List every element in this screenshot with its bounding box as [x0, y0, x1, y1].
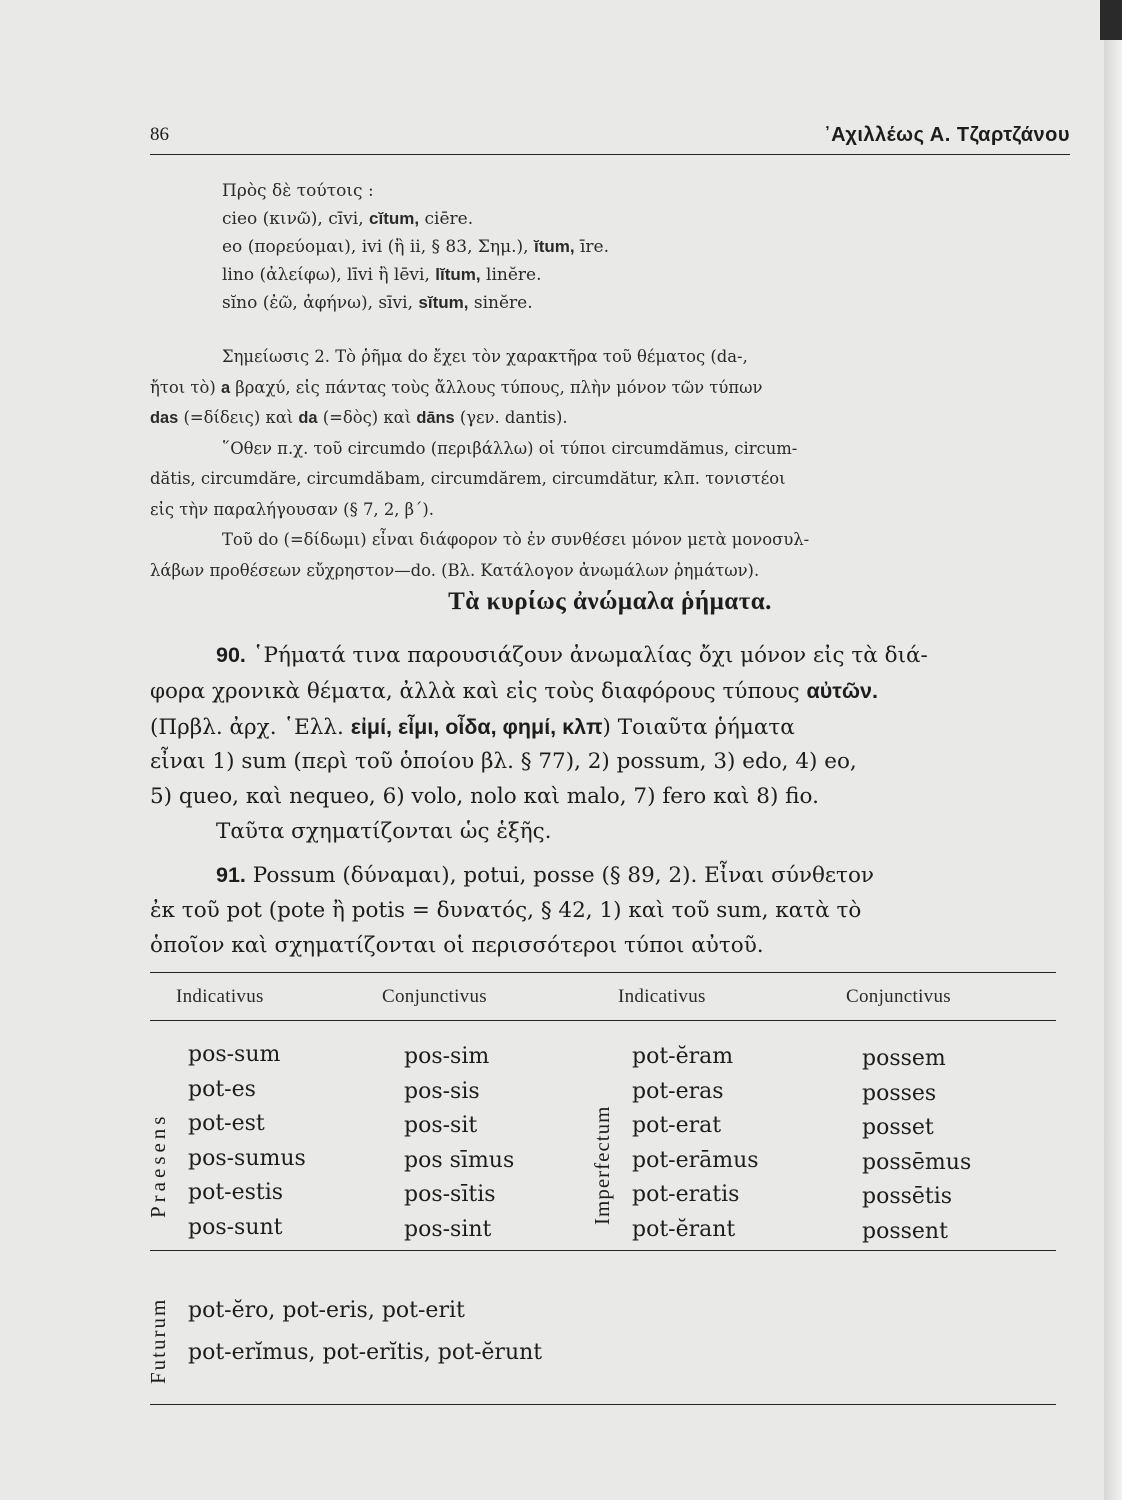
intro-line: cieo (κινῶ), cīvi, cĭtum, ciēre. — [222, 209, 474, 229]
para-line: 90. ῾Ρήματά τινα παρουσιάζουν ἀνωμαλίας ὄχι μόνον εἰς τὰ διά- — [216, 643, 928, 668]
form: pos-sit — [404, 1113, 478, 1138]
imperfectum-label: Imperfectum — [590, 1105, 614, 1225]
para-line: 5) queo, καὶ nequeo, 6) volo, nolo καὶ malo, 7) fero καὶ 8) fio. — [150, 784, 819, 810]
note-line: εἰς τὴν παραλήγουσαν (§ 7, 2, β΄). — [150, 499, 434, 519]
para-line: ὁποῖον καὶ σχηματίζονται οἱ περισσότεροι τύποι αὐτοῦ. — [150, 932, 764, 958]
form: pot-ĕram — [632, 1044, 734, 1069]
header-conjunctivus: Conjunctivus — [846, 986, 951, 1007]
form: possēmus — [862, 1149, 972, 1175]
form: pot-ĕrant — [632, 1216, 736, 1242]
form: pos-sunt — [188, 1214, 283, 1240]
form: possent — [862, 1218, 948, 1244]
header-indicativus: Indicativus — [618, 986, 706, 1007]
intro-line: lino (ἀλείφω), līvi ἢ lēvi, lĭtum, linĕre. — [222, 265, 542, 285]
para-line: εἶναι 1) sum (περὶ τοῦ ὁποίου βλ. § 77), 2) possum, 3) edo, 4) eo, — [150, 749, 857, 775]
note-line: dătis, circumdăre, circumdăbam, circumdărem, circumdătur, κλπ. τονιστέοι — [150, 469, 786, 488]
futurum-forms — [188, 1290, 542, 1374]
form: pos-sim — [404, 1044, 490, 1069]
scan-corner — [1100, 0, 1122, 40]
futurum-label: Futurum — [146, 1297, 170, 1384]
form: pos-sis — [404, 1078, 480, 1104]
form: pos-sumus — [188, 1145, 306, 1171]
form: pot-eratis — [632, 1182, 740, 1207]
table-header-rule — [150, 1020, 1056, 1021]
note-line: Τοῦ do (=δίδωμι) εἶναι διάφορον τὸ ἐν συνθέσει μόνον μετὰ μονοσυλ- — [222, 530, 810, 549]
form: pot-ĕro, pot-eris, pot-erit — [188, 1298, 465, 1323]
intro-label: Πρὸς δὲ τούτοις : — [222, 181, 374, 201]
note-block — [150, 342, 809, 586]
form: pot-est — [188, 1111, 265, 1136]
paragraph-91 — [150, 858, 874, 963]
praesens-conjunctivus — [404, 1040, 514, 1247]
note-line: λάβων προθέσεων εὔχρηστον—do. (Βλ. Κατάλογον ἀνωμάλων ῥημάτων). — [150, 560, 760, 580]
form: pos-sint — [404, 1216, 492, 1242]
para-line: φορα χρονικὰ θέματα, ἀλλὰ καὶ εἰς τοὺς διαφόρους τύπους αὐτῶν. — [150, 678, 878, 704]
table-mid-rule — [150, 1250, 1056, 1251]
page-number: 86 — [150, 124, 169, 145]
paragraph-90 — [150, 638, 928, 850]
imperfectum-indicativus — [632, 1040, 759, 1247]
form: pos-sum — [188, 1042, 281, 1067]
note-line: ἤτοι τὸ) a βραχύ, εἰς πάντας τοὺς ἄλλους τύπους, πλὴν μόνον τῶν τύπων — [150, 377, 763, 397]
page-edge — [1104, 0, 1122, 1500]
intro-line: eo (πορεύομαι), ivi (ἢ ii, § 83, Σημ.), ĭtum, īre. — [222, 237, 610, 257]
para-line: 91. Possum (δύναμαι), potui, posse (§ 89, 2). Εἶναι σύνθετον — [216, 863, 874, 888]
intro-block — [222, 178, 609, 317]
intro-line: sĭno (ἐῶ, ἀφήνω), sīvi, sĭtum, sinĕre. — [222, 293, 533, 313]
form: pot-erĭmus, pot-erĭtis, pot-ĕrunt — [188, 1340, 543, 1365]
form: pos-sītis — [404, 1182, 496, 1207]
form: pot-estis — [188, 1180, 284, 1205]
para-line: ἐκ τοῦ pot (pote ἢ potis = δυνατός, § 42, 1) καὶ τοῦ sum, κατὰ τὸ — [150, 897, 862, 923]
para-line: (Πρβλ. ἀρχ. ῾Ελλ. εἰμί, εἶμι, οἶδα, φημί, κλπ) Τοιαῦτα ῥήματα — [150, 714, 795, 740]
form: pot-eras — [632, 1078, 724, 1104]
header-indicativus: Indicativus — [176, 986, 264, 1007]
form: posset — [862, 1115, 934, 1140]
header-rule — [150, 154, 1070, 155]
note-line: das (=δίδεις) καὶ da (=δὸς) καὶ dāns (γεν. dantis). — [150, 408, 568, 427]
form: pos sīmus — [404, 1147, 515, 1173]
imperfectum-conjunctivus — [862, 1042, 971, 1249]
praesens-indicativus — [188, 1038, 306, 1245]
para-line: Ταῦτα σχηματίζονται ὡς ἑξῆς. — [216, 818, 552, 844]
note-line: ῞Οθεν π.χ. τοῦ circumdo (περιβάλλω) οἱ τύποι circumdămus, circum- — [222, 438, 798, 458]
form: pot-es — [188, 1076, 256, 1102]
table-top-rule — [150, 972, 1056, 973]
table-bottom-rule — [150, 1404, 1056, 1405]
form: posses — [862, 1080, 937, 1106]
section-heading: Τὰ κυρίως ἀνώμαλα ῥήματα. — [448, 588, 772, 615]
form: pot-erāmus — [632, 1147, 759, 1173]
header-conjunctivus: Conjunctivus — [382, 986, 487, 1007]
form: pot-erat — [632, 1113, 722, 1138]
praesens-label: Praesens — [146, 1112, 170, 1218]
note-line: Σημείωσις 2. Τὸ ῥῆμα do ἔχει τὸν χαρακτῆρα τοῦ θέματος (da-, — [222, 347, 748, 366]
form: possem — [862, 1046, 946, 1071]
form: possētis — [862, 1184, 953, 1209]
running-title: ᾿Αχιλλέως Α. Τζαρτζάνου — [823, 124, 1070, 146]
page-header — [150, 120, 1070, 154]
